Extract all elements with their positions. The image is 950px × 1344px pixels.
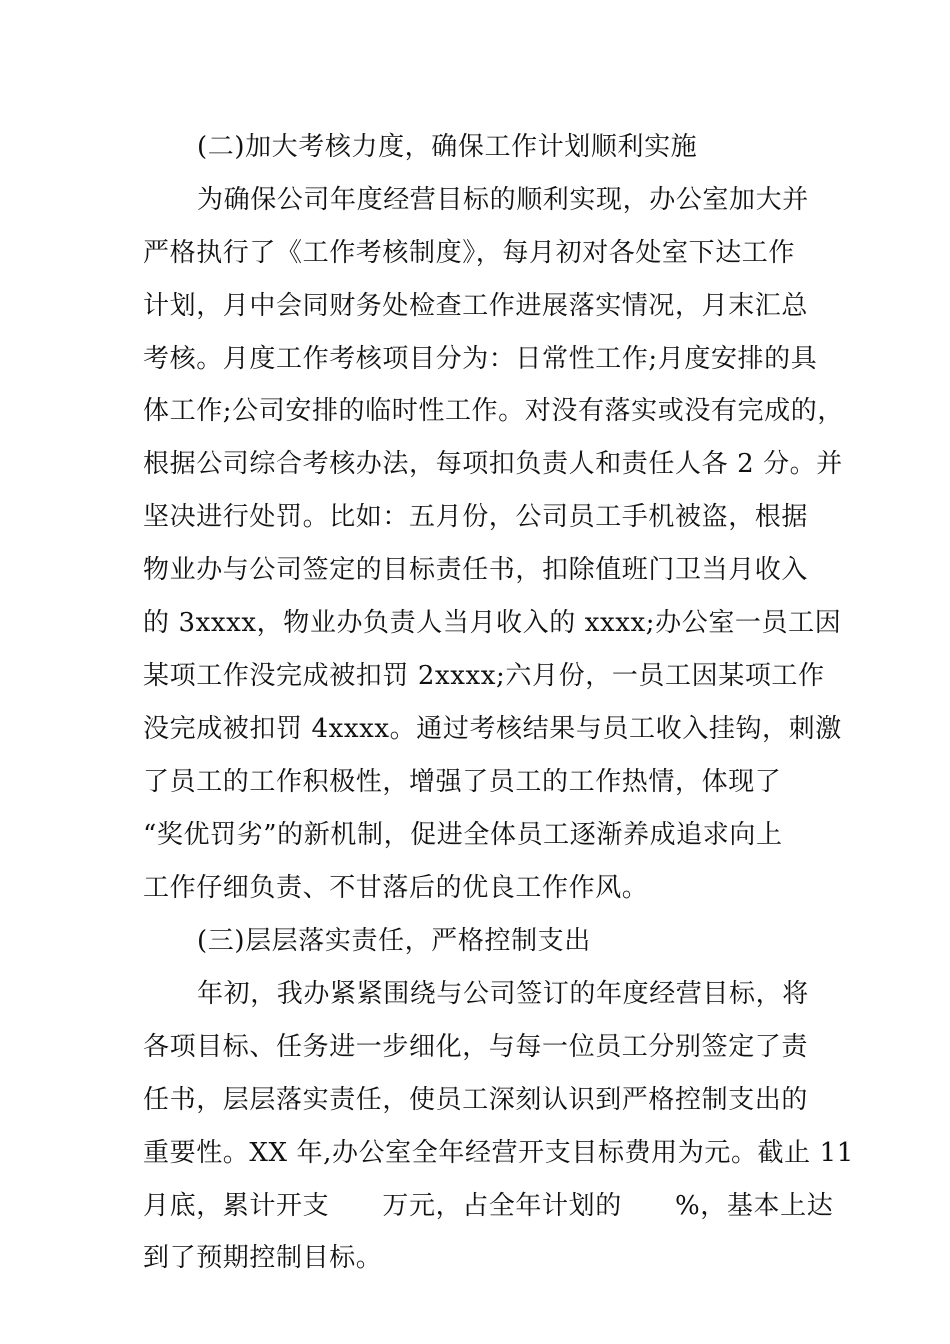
section-heading-2: (二)加大考核力度，确保工作计划顺利实施 — [197, 132, 698, 162]
paragraph-line: 坚决进行处罚。比如：五月份，公司员工手机被盗，根据 — [143, 502, 809, 532]
paragraph-line: 工作仔细负责、不甘落后的优良工作作风。 — [143, 873, 649, 903]
paragraph-line: 某项工作没完成被扣罚 2xxxx;六月份，一员工因某项工作 — [143, 661, 825, 691]
paragraph-line: 重要性。XX 年,办公室全年经营开支目标费用为元。截止 11 — [143, 1138, 854, 1168]
paragraph-line: 物业办与公司签定的目标责任书，扣除值班门卫当月收入 — [143, 555, 809, 585]
paragraph-line: 体工作;公司安排的临时性工作。对没有落实或没有完成的， — [143, 396, 844, 426]
paragraph-line: 任书，层层落实责任，使员工深刻认识到严格控制支出的 — [143, 1085, 809, 1115]
paragraph-line: 计划，月中会同财务处检查工作进展落实情况，月末汇总 — [143, 291, 809, 321]
paragraph-line: 了员工的工作积极性，增强了员工的工作热情，体现了 — [143, 767, 782, 797]
paragraph-line: “奖优罚劣”的新机制，促进全体员工逐渐养成追求向上 — [143, 820, 783, 850]
paragraph-line: 月底，累计开支 万元，占全年计划的 %，基本上达 — [143, 1191, 834, 1221]
paragraph-line: 严格执行了《工作考核制度》，每月初对各处室下达工作 — [143, 238, 796, 268]
paragraph-line: 考核。月度工作考核项目分为：日常性工作;月度安排的具 — [143, 344, 818, 374]
paragraph-line: 的 3xxxx，物业办负责人当月收入的 xxxx;办公室一员工因 — [143, 608, 842, 638]
paragraph-line: 没完成被扣罚 4xxxx。通过考核结果与员工收入挂钩，刺激 — [143, 714, 842, 744]
section-heading-3: (三)层层落实责任，严格控制支出 — [197, 926, 591, 956]
paragraph-line: 年初，我办紧紧围绕与公司签订的年度经营目标，将 — [197, 979, 809, 1009]
paragraph-line: 为确保公司年度经营目标的顺利实现，办公室加大并 — [197, 185, 809, 215]
paragraph-line: 根据公司综合考核办法，每项扣负责人和责任人各 2 分。并 — [143, 449, 843, 479]
paragraph-line: 到了预期控制目标。 — [143, 1243, 383, 1273]
paragraph-line: 各项目标、任务进一步细化，与每一位员工分别签定了责 — [143, 1032, 809, 1062]
